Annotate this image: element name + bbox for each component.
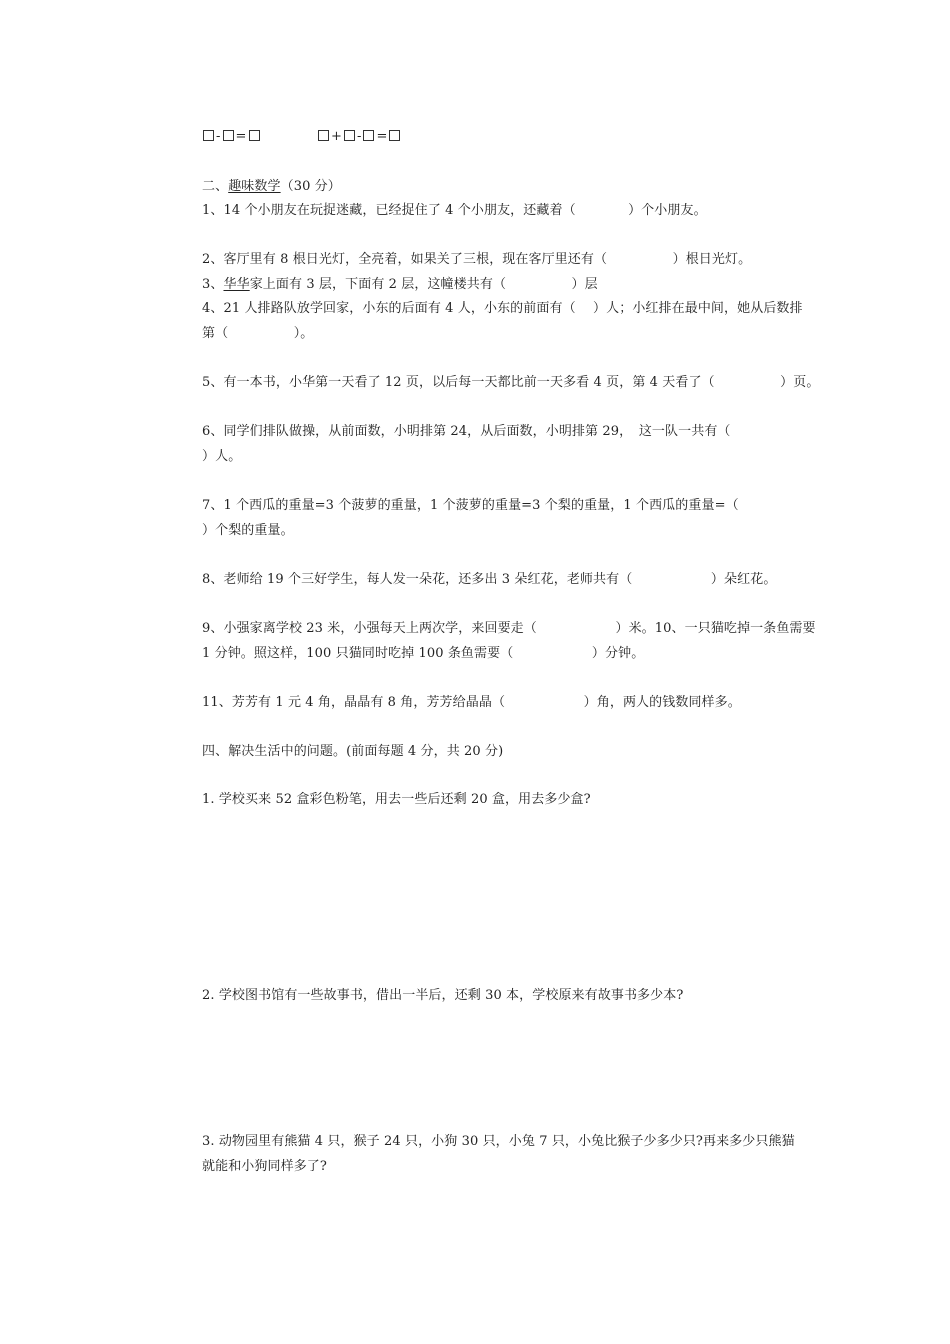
question-4-line-2: 第（ ）。 (202, 326, 314, 341)
question-5: 5、有一本书，小华第一天看了 12 页，以后每一天都比前一天多看 4 页，第 4 天看了（ ）页。 (202, 375, 820, 390)
section-2-heading (202, 178, 812, 196)
section-prefix: 二、 (202, 179, 229, 194)
question-1: 1、14 个小朋友在玩捉迷藏，已经捉住了 4 个小朋友，还藏着（ ）个小朋友。 (202, 203, 707, 218)
blank-box (389, 130, 400, 141)
operator: - (216, 129, 221, 144)
section-title: 趣味数学 (228, 179, 281, 194)
question-9-line-1: 9、小强家离学校 23 米，小强每天上两次学，来回要走（ ）米。10、一只猫吃掉一条鱼需要 (202, 621, 816, 636)
blank-box (363, 130, 374, 141)
blank-box (344, 130, 355, 141)
question-8: 8、老师给 19 个三好学生，每人发一朵花，还多出 3 朵红花，老师共有（ ）朵红花。 (202, 572, 777, 587)
operator: - (356, 129, 362, 144)
equation-1 (202, 129, 265, 144)
equation-2 (317, 129, 402, 144)
problem-3-line-1: 3. 动物园里有熊猫 4 只，猴子 24 只，小狗 30 只，小兔 7 只，小兔比猴子少多少只?再来多少只熊猫 (202, 1134, 795, 1149)
question-3: 3、华华家上面有 3 层，下面有 2 层，这幢楼共有（ ）层 (202, 277, 598, 292)
question-11: 11、芳芳有 1 元 4 角，晶晶有 8 角，芳芳给晶晶（ ）角，两人的钱数同样多。 (202, 695, 741, 710)
section-score: （30 分） (280, 179, 341, 194)
underlined-name: 华华 (223, 277, 250, 292)
question-9-line-2: 1 分钟。照这样，100 只猫同时吃掉 100 条鱼需要（ ）分钟。 (202, 646, 645, 661)
question-6-line-1: 6、同学们排队做操，从前面数，小明排第 24，从后面数，小明排第 29， 这一队一共有（ (202, 424, 731, 439)
question-7-line-2: ）个梨的重量。 (202, 523, 294, 538)
section-4-heading: 四、解决生活中的问题。(前面每题 4 分，共 20 分) (202, 744, 504, 759)
problem-3-line-2: 就能和小狗同样多了? (202, 1159, 327, 1174)
question-2: 2、客厅里有 8 根日光灯，全亮着，如果关了三根，现在客厅里还有（ ）根日光灯。 (202, 252, 752, 267)
question-4-line-1: 4、21 人排路队放学回家，小东的后面有 4 人，小东的前面有（ ）人；小红排在最中间，她从后数排 (202, 301, 803, 316)
operator: = (235, 129, 247, 144)
blank-box (318, 130, 329, 141)
blank-box (203, 130, 214, 141)
question-6-line-2: ）人。 (202, 449, 242, 464)
problem-2: 2. 学校图书馆有一些故事书，借出一半后，还剩 30 本，学校原来有故事书多少本? (202, 988, 684, 1003)
equation-row (202, 128, 812, 146)
operator: = (376, 129, 388, 144)
blank-box (249, 130, 260, 141)
question-7-line-1: 7、1 个西瓜的重量=3 个菠萝的重量，1 个菠萝的重量=3 个梨的重量，1 个西瓜的重量=（ (202, 498, 739, 513)
problem-1: 1. 学校买来 52 盒彩色粉笔，用去一些后还剩 20 盒，用去多少盒? (202, 792, 591, 807)
operator: + (330, 129, 342, 144)
blank-box (223, 130, 234, 141)
